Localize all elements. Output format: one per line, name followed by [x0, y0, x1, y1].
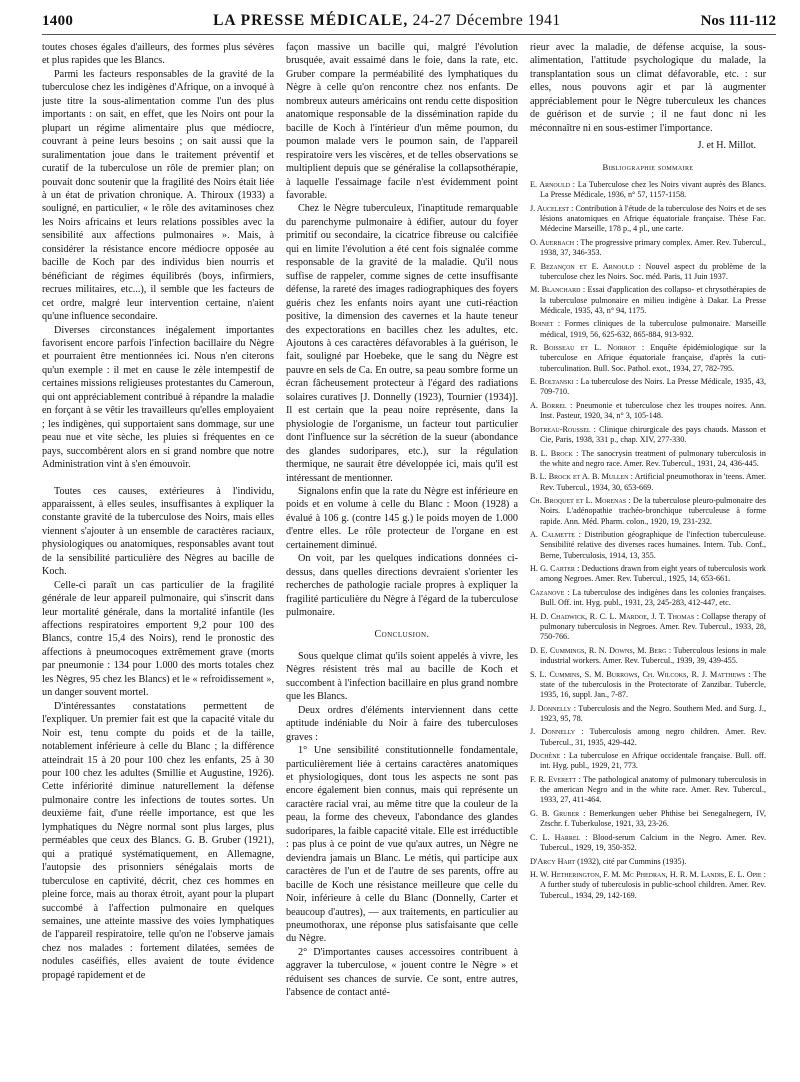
bibliography-entry [530, 870, 766, 900]
column-1 [42, 41, 274, 1000]
bibliography-entry [530, 775, 766, 805]
paragraph: rieur avec la maladie, de défense acquise, la sous-alimentation, l'attitude psychologique du malade, la transplantation sous un climat défavorable, etc. : sur elles, nous pouvons agir et par là augmenter appréciablement pour le Nègre tuberculeux les chances de guérison et de survie ; il ne faut donc ni les méconnaître ni en sous-estimer l'importance. [530, 42, 766, 134]
paragraph: façon massive un bacille qui, malgré l'évolution brusquée, avait essaimé dans le foie, dans la rate, etc. Gruber compare la perméabilité des lymphatiques du Nègre à celle qu'on rencontre chez nos enfants. De nombreux auteurs américains ont rendu cette disposition anatomique responsable de la dissémination rapide du bacille de Koch à l'intérieur d'un même poumon, du poumon malade vers le poumon sain, de l'appareil respiratoire vers les viscères, et de telles observations se multiplient depuis que se généralise la collapsothérapie, à laquelle l'essaimage facile n'est évidemment point favorable. [286, 42, 518, 201]
paragraph: Signalons enfin que la rate du Nègre est inférieure en poids et en volume à celle du Blanc : Moon (1928) a évalué à 106 g. (contre 145 g.) le poids moyen de 1.000 d'entre elles. Le rôle protecteur de l'organe en est certainement diminué. [286, 485, 518, 551]
bibliography-entry [530, 857, 766, 867]
bibliography-entry [530, 646, 766, 666]
paragraph: Sous quelque climat qu'ils soient appelés à vivre, les Nègres résistent très mal au bacille de Koch et succombent à l'infection bacillaire en plus grand nombre que les Blancs. [286, 650, 518, 703]
reference-author: G. B. Gruber [530, 809, 580, 819]
page-header [42, 12, 776, 35]
reference-author: F. R. Everett [530, 775, 577, 785]
bibliography-entry [530, 204, 766, 234]
paragraph: Chez le Nègre tuberculeux, l'inaptitude remarquable du parenchyme pulmonaire à édifier, autour du foyer primitif ou secondaire, la cicatrice fibreuse ou calcifiée qui en limite l'évolution a été cent fois signalée comme responsable de la gravité de la maladie. Qu'il nous suffise de rappeler, comme signes de cette insuffisante défense, la rareté des images radiographiques des foyers guéris chez les enfants noirs ayant une cuti-réaction positive, la dimension des cavernes et la haute teneur des expectorations en bacilles chez les adultes, etc. Ajoutons à ces caractères défavorables à la guérison, le fait, souligné par Hoebeke, que le sang du Nègre est pauvre en sels de Ca. En outre, sa peau sombre forme un écran fâcheusement protecteur à l'égard des radiations solaires curatives [J. Donnelly (1923), Tournier (1934)]. Il est certain que la peau noire représente, dans la physiologie de l'organisme, un facteur tout particulier dont l'influence sur la sécrétion de la sueur (abondance des glandes sudoripares, etc.), sur la régulation thermique, ne saurait être développée ici, mais qu'il est intéressant de mentionner. [286, 203, 518, 484]
reference-text: : The progressive primary complex. Amer. Rev. Tubercul., 1938, 37, 346-353. [540, 237, 766, 258]
reference-author: Cazanove [530, 588, 565, 598]
paragraph: Diverses circonstances inégalement importantes favorisent encore parfois l'infection bacillaire du Nègre et pourraient être mentionnées ici. Nous n'en citerons qu'un exemple : il met en cause le zèle intempestif de certaines missions religieuses protestantes du Cameroun, qui ont appréciablement contribué à répandre la maladie en forçant à se vêtir les travailleurs qu'elles employaient ; les indigènes, qui supportaient sans dommage, sur une peau nue et vite sèche, les pluies si fréquentes en ce pays, succombèrent alors en si grand nombre que notre Administration vint à s'en émouvoir. [42, 324, 274, 471]
paragraph: D'intéressantes constatations permettent de l'expliquer. Un premier fait est que la capacité vitale du Noir est, tenu compte du poids et de la taille, notablement inférieure à celle du Blanc ; la différence atteindrait 15 à 20 pour 100 chez les enfants, 25 à 30 pour 100 chez les adultes (Smillie et Augustine, 1926). Cette infériorité diminue naturellement la défense pulmonaire contre les infections de toutes sortes. Un deuxième fait, d'une réelle importance, est que les lymphatiques du Nègre normal sont plus larges, plus perméables que ceux des Blancs. G. B. Gruber (1921), qui a pratiqué systématiquement, en Allemagne, l'autopsie des prisonniers sénégalais morts de tuberculose en captivité, décrit, chez ces hommes en pleine force, mais au thorax étroit, ayant pour la plupart succombé à l'affection pulmonaire en quelques semaines, une atteinte massive des voies lymphatiques de l'appareil respiratoire, telle qu'on ne l'observe jamais chez nos malades : fortement dilatées, semées de nodules caséifiés, elles avaient de toute évidence propagé rapidement et de [42, 700, 274, 981]
reference-text: : Essai d'application des collapso- et chrysothérapies de la tuberculose pulmonaire en milieu indigène à Dakar. La Presse Médicale, 1935, 43, n° 94, 1175. [540, 285, 766, 315]
reference-text: : Deductions drawn from eight years of tuberculosis work among Negroes. Amer. Rev. Tubercul., 1925, 14, 653-661. [540, 564, 766, 584]
reference-author: Ch. Broquet et L. Morenas [530, 496, 627, 506]
column-3 [530, 41, 766, 1000]
bibliography-entry [530, 496, 766, 526]
bibliography-entry [530, 751, 766, 771]
paragraph: 1° Une sensibilité constitutionnelle fondamentale, particulièrement liée à certains caractères anatomiques et physiologiques, dont tous les aspects ne sont pas encore également bien connus, mais qui représente un caractère racial vrai, au même titre que la couleur de la peau, la forme des cheveux, l'abondance des glandes sudoripares, la faible capacité vitale. Elle est irréductible : pas plus à ce point de vue qu'aux autres, un Nègre ne deviendra jamais un Blanc. Le métis, qui participe aux caractères de l'un et de l'autre de ses parents, offre au bacille de Koch une résistance meilleure que celle du Noir, inférieure à celle du Blanc (Donnelly, Carter et beaucoup d'autres), — aux traitements, en particulier au pneumothorax, une réponse plus satisfaisante que celle du Nègre. [286, 745, 518, 945]
reference-text: (1932), cité par Cummins (1935). [575, 856, 687, 866]
reference-text: : Tuberculous lesions in male industrial workers. Amer. Rev. Tubercul., 1939, 39, 439-455. [540, 645, 766, 665]
bibliography-entry [530, 833, 766, 853]
reference-author: J. Donnelly [530, 703, 572, 713]
reference-author: S. L. Cummins, S. M. Burrows, Ch. Wilcoks, R. J. Matthews [530, 669, 746, 679]
paragraph: Parmi les facteurs responsables de la gravité de la tuberculose chez les indigènes d'Afrique, on a invoqué à juste titre la sous-alimentation comme l'un des plus importants : on sait, en effet, que les Noirs ont pour la plupart un régime alimentaire plus que médiocre, couvrant à peine leurs besoins ; on sait aussi que la suralimentation joue dans le traitement préventif et curatif de la tuberculose un rôle de premier plan; on pouvait donc soutenir que la fragilité des Noirs était liée à un état de privation chronique. A. Thiroux (1933) a souligné, en particulier, « le rôle des avitaminoses chez les Noirs africains et leurs relations possibles avec la sensibilité aux affections pulmonaires ». Mais, à considérer la résistance encore médiocre opposée au bacille de Koch par des individus bien nourris et bénéficiant de régimes équilibrés (boys, infirmiers, recrues militaires, etc...), il semble que les facteurs de cet ordre, malgré leur intervention certaine, n'aient qu'une influence secondaire. [42, 68, 274, 323]
bibliography-entry [530, 704, 766, 724]
bibliography-entry [530, 472, 766, 492]
reference-text: : Contribution à l'étude de la tuberculose des Noirs et de ses lésions anatomiques en Afrique équatoriale française. Thèse Fac. Médecine Marseille, 178 p., 4 pl., une carte. [540, 203, 766, 234]
reference-text: : La tuberculose des indigènes dans les colonies françaises. Bull. Off. int. Hyg. publ., 1931, 23, 245-283, 412-447, etc. [540, 588, 766, 608]
bibliography-entry [530, 449, 766, 469]
reference-text: : Clinique chirurgicale des pays chauds. Masson et Cie, Paris, 1938, 331 p., chap. XIV, 277-330. [540, 424, 766, 445]
reference-text: : The pathological anatomy of pulmonary tuberculosis in the american Negro and in the white race. Amer. Rev. Tubercul., 1933, 27, 411-464. [540, 775, 766, 805]
bibliography-entry [530, 425, 766, 445]
reference-author: H. G. Carter [530, 564, 575, 574]
reference-author: A. Calmette [530, 530, 575, 540]
bibliography-entry [530, 588, 766, 608]
bibliography-entry [530, 530, 766, 560]
reference-author: D. E. Cummings, R. N. Downs, M. Berg [530, 645, 667, 655]
reference-text: : Blood-serum Calcium in the Negro. Amer. Rev. Tubercul., 1929, 19, 350-352. [540, 832, 766, 852]
section-heading-conclusion: Conclusion. [374, 629, 430, 641]
reference-author: B. L. Brock et A. B. Mullen [530, 472, 629, 482]
reference-text: : Bemerkungen ueber Phthise bei Senegalnegern, IV, Ztschr. f. Tuberkulose, 1921, 33, 23-26. [540, 809, 766, 829]
reference-text: : Pneumonie et tuberculose chez les troupes noires. Ann. Inst. Pasteur, 1920, 34, n° 3, 105-148. [540, 401, 766, 421]
paragraph: On voit, par les quelques indications données ci-dessus, dans quelles directions devraient s'orienter les recherches de pathologie raciale propres à expliquer la fragilité particulière du Nègre à l'égard de la tuberculose pulmonaire. [286, 553, 518, 619]
paragraph: Deux ordres d'éléments interviennent dans cette aptitude indéniable du Noir à faire des tuberculoses graves : [286, 704, 518, 743]
reference-author: R. Boisseau et L. Noirrot [530, 343, 636, 353]
reference-text: : De la tuberculose pleuro-pulmonaire des Noirs. L'adénopathie trachéo-bronchique tuberculeuse à forme rapide. Ann. Méd. Pharm. colon., 1920, 19, 231-232. [540, 496, 766, 526]
reference-text: : The sanocrysin treatment of pulmonary tuberculosis in the white and negro race. Amer. Rev. Tubercul., 1931, 24, 436-445. [540, 448, 766, 468]
reference-author: O. Auerbach [530, 237, 575, 247]
bibliography-list [530, 180, 766, 901]
reference-author: H. W. Hetherington, F. M. Mc Phedran, H. R. M. Landis, E. L. Opie [530, 870, 762, 880]
bibliography-entry [530, 238, 766, 258]
reference-author: Botreau-Roussel [530, 424, 591, 434]
journal-title-line [213, 12, 561, 30]
bibliography-entry [530, 564, 766, 584]
reference-author: M. Blanchard [530, 285, 581, 295]
reference-text: : Formes cliniques de la tuberculose pulmonaire. Marseille médical, 1919, 56, 625-632, 865-884, 913-932. [540, 319, 766, 339]
author-signature: J. et H. Millot. [697, 140, 756, 152]
bibliography-entry [530, 319, 766, 339]
bibliography-entry [530, 180, 766, 200]
reference-author: E. Boltanski [530, 377, 574, 387]
reference-text: : Artificial pneumothorax in 'teens. Amer. Rev. Tubercul., 1934, 30, 653-669. [540, 472, 766, 492]
paragraph: 2° D'importantes causes accessoires contribuent à aggraver la tuberculose, « jouent contre le Nègre » et réduisent ses chances de survie. Ce sont, entre autres, l'absence de contact anté- [286, 946, 518, 999]
reference-text: : La tuberculose des Noirs. La Presse Médicale, 1935, 43, 709-710. [540, 377, 766, 397]
bibliography-entry [530, 670, 766, 700]
reference-author: C. L. Harrel [530, 832, 581, 842]
bibliography-entry [530, 343, 766, 373]
paragraph: toutes choses égales d'ailleurs, des formes plus sévères et plus rapides que les Blancs. [42, 42, 274, 67]
paragraph: Toutes ces causes, extérieures à l'individu, apparaissent, à elles seules, insuffisantes à expliquer la constante gravité de la tuberculose des Noirs, mais elles viennent s'ajouter à un ensemble de caractères raciaux, physiologiques ou anatomiques, responsables avant tout de la sensibilité particulière des Nègres au bacille de Koch. [42, 485, 274, 578]
paragraph: Celle-ci paraît un cas particulier de la fragilité générale de leur appareil pulmonaire, qui s'inscrit dans leur mortalité générale, dans la mortalité infantile (les affections respiratoires emportent 9,2 pour 100 des Blancs, contre 15,4 des Noirs), rend le pronostic des affections à pneumocoques extrêmement grave (morts par pneumonie : 134 pour 1.000 des morts totales chez les Nègres, 95 chez les Blancs) et le « refroidissement », un danger souvent mortel. [42, 579, 274, 699]
bibliography-entry [530, 612, 766, 642]
reference-author: D'Arcy Hart [530, 856, 576, 866]
reference-text: : La Tuberculose chez les Noirs vivant auprès des Blancs. La Presse Médicale, 1936, n° 57, 1157-1158. [540, 180, 766, 200]
reference-author: E. Arnould [530, 180, 571, 190]
reference-author: J. Aucelest [530, 203, 570, 213]
reference-author: J. Donnelly [530, 727, 576, 737]
issue-number: Nos 111-112 [700, 13, 776, 29]
reference-text: : Tuberculosis and the Negro. Southern Med. and Surg. J., 1923, 95, 78. [540, 703, 766, 723]
page-number: 1400 [42, 13, 74, 29]
reference-text: : Collapse therapy of pulmonary tuberculosis in Negroes. Amer. Rev. Tubercul., 1933, 28, 750-766. [540, 611, 766, 642]
bibliography-entry [530, 809, 766, 829]
reference-text: : La tuberculose en Afrique occidentale française. Bull. off. int. Hyg. publ., 1929, 21, 773. [540, 751, 766, 771]
article-columns [42, 41, 776, 1000]
reference-text: : The state of the tuberculosis in the Protectorate of Zanzibar. Tubercle, 1935, 16, suppl. Jan., 7-87. [540, 669, 766, 699]
reference-author: A. Borrel [530, 401, 567, 411]
reference-text: : Tuberculosis among negro children. Amer. Rev. Tubercul., 31, 1935, 429-442. [540, 727, 766, 747]
bibliography-entry [530, 377, 766, 397]
column-2 [286, 41, 518, 1000]
bibliography-entry [530, 285, 766, 315]
reference-author: Duchêne [530, 751, 561, 761]
bibliography-entry [530, 401, 766, 421]
reference-author: Boinet [530, 319, 554, 329]
reference-text: : A further study of tuberculosis in public-school children. Amer. Rev. Tubercul., 1934, 29, 142-169. [540, 870, 766, 900]
issue-date: 24-27 Décembre 1941 [412, 12, 561, 29]
reference-author: F. Bezançon et E. Arnould [530, 261, 634, 271]
bibliography-heading: Bibliographie sommaire [602, 161, 694, 172]
reference-author: B. L. Brock [530, 448, 573, 458]
reference-text: : Distribution géographique de l'infection tuberculeuse. Sensibilité relative des diverses races humaines. Intern. Tub. Conf., Berne, Tuberculosis, 1914, 13, 355. [540, 530, 766, 560]
journal-title: LA PRESSE MÉDICALE, [213, 12, 409, 29]
reference-text: : Nouvel aspect du problème de la tuberculose chez les Noirs. Soc. méd. Paris, 11 Juin 1937. [540, 261, 766, 281]
bibliography-entry [530, 727, 766, 747]
reference-text: : Enquête épidémiologique sur la tuberculose en Afrique équatoriale française, d'après la cuti-tuberculination. Bull. Soc. Pathol. exot., 1934, 27, 782-795. [540, 343, 766, 373]
reference-author: H. D. Chadwick, R. C. L. Mardoe, J. T. Thomas [530, 611, 695, 621]
bibliography-entry [530, 262, 766, 282]
